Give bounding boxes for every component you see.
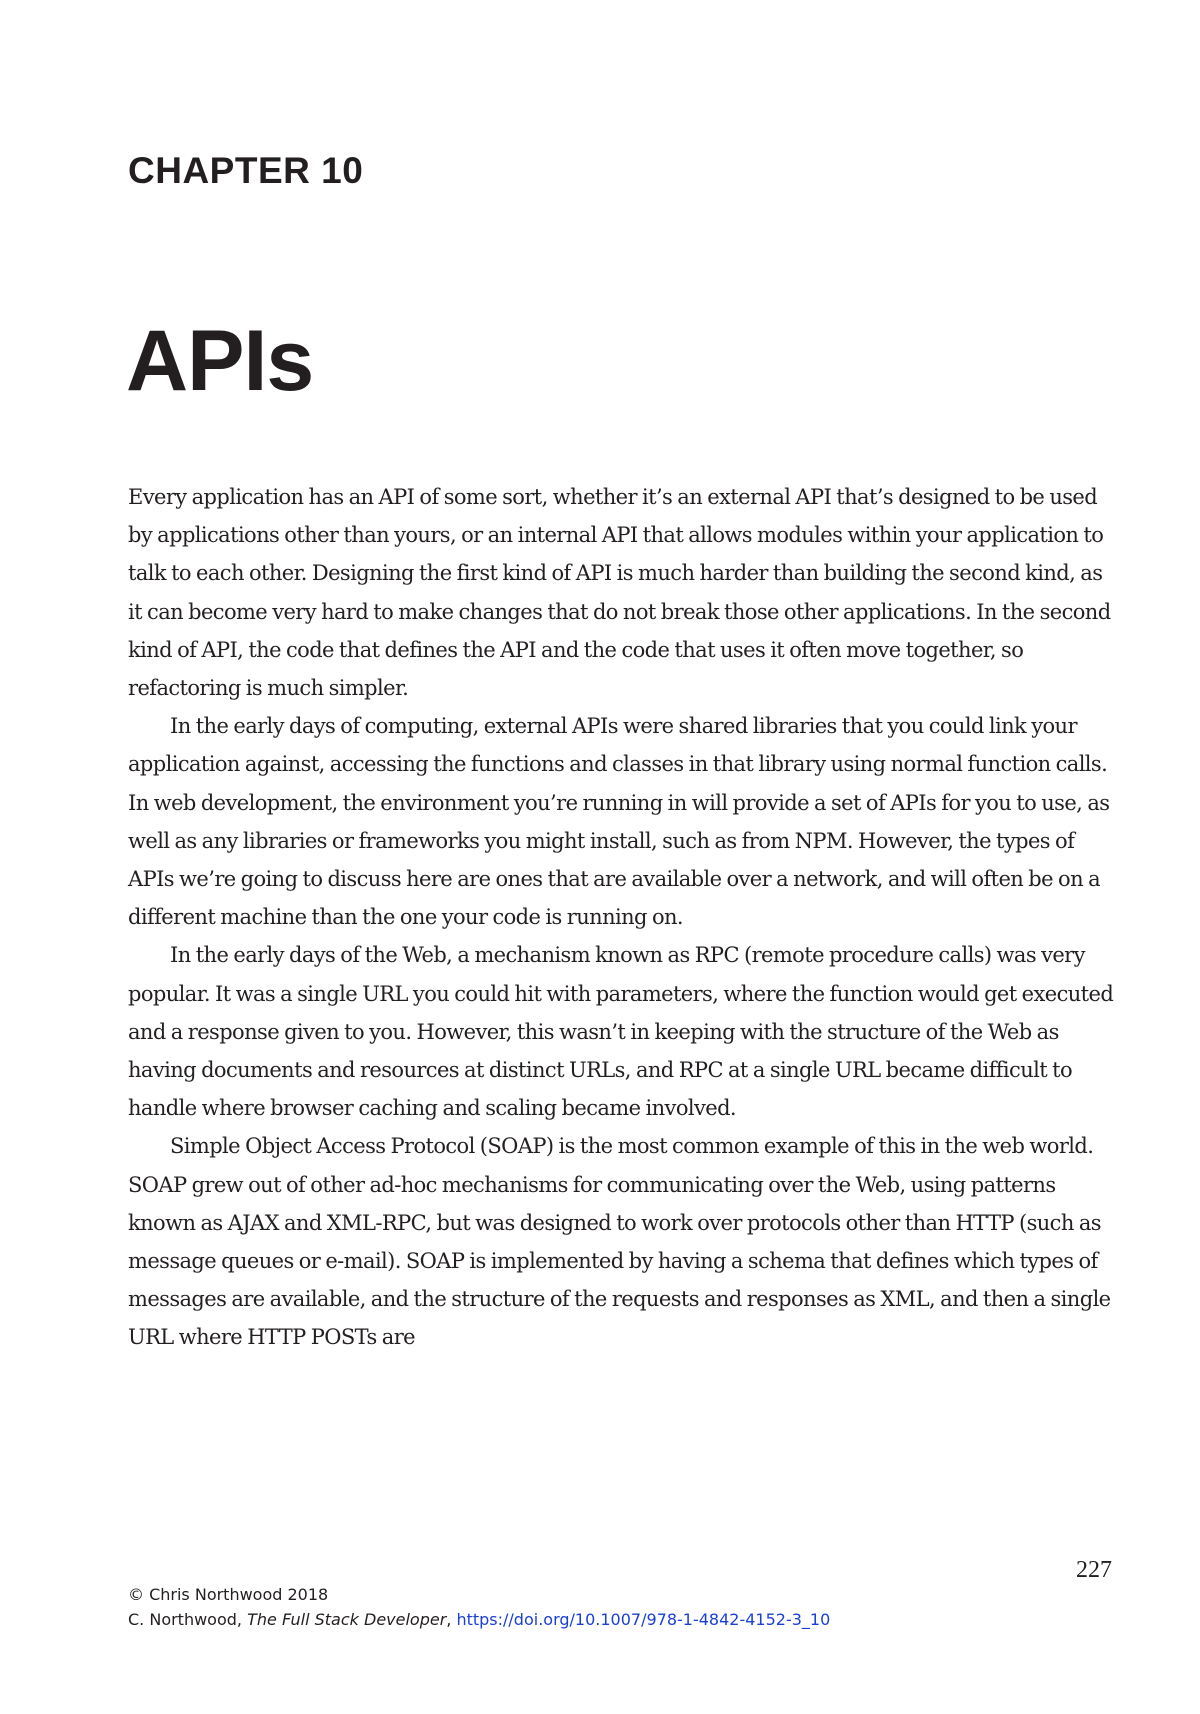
citation-author: C. Northwood, [128, 1610, 248, 1629]
copyright-line: © Chris Northwood 2018 [128, 1585, 329, 1604]
doi-link[interactable]: https://doi.org/10.1007/978-1-4842-4152-3_10 [456, 1610, 831, 1629]
page-number: 227 [1076, 1557, 1112, 1583]
chapter-title: APIs [126, 313, 314, 409]
citation-book-title: The Full Stack Developer [247, 1610, 447, 1629]
paragraph: In the early days of computing, external APIs were shared libraries that you could link your application against, accessing the functions and classes in that library using normal function calls. In web development, the environment you’re running in will provide a set of APIs for you to use, as well as any libraries or frameworks you might install, such as from NPM. However, the types of APIs we’re going to discuss here are ones that are available over a network, and will often be on a different machine than the one your code is running on. [128, 714, 1110, 930]
footer [128, 1582, 830, 1632]
paragraph: Every application has an API of some sort, whether it’s an external API that’s designed to be used by applications other than yours, or an internal API that allows modules within your application to talk to each other. Designing the first kind of API is much harder than building the second kind, as it can become very hard to make changes that do not break those other applications. In the second kind of API, the code that defines the API and the code that uses it often move together, so refactoring is much simpler. [128, 485, 1111, 701]
paragraph: In the early days of the Web, a mechanism known as RPC (remote procedure calls) was very popular. It was a single URL you could hit with parameters, where the function would get executed and a response given to you. However, this wasn’t in keeping with the structure of the Web as having documents and resources at distinct URLs, and RPC at a single URL became difficult to handle where browser caching and scaling became involved. [128, 943, 1114, 1121]
citation-line [128, 1607, 830, 1632]
chapter-label: CHAPTER 10 [128, 150, 364, 191]
citation-separator: , [446, 1610, 457, 1629]
body-text [128, 478, 1120, 1357]
paragraph: Simple Object Access Protocol (SOAP) is the most common example of this in the web world. SOAP grew out of other ad-hoc mechanisms for communicating over the Web, using patterns known as AJAX and XML-RPC, but was designed to work over protocols other than HTTP (such as message queues or e-mail). SOAP is implemented by having a schema that defines which types of messages are available, and the structure of the requests and responses as XML, and then a single URL where HTTP POSTs are [128, 1134, 1111, 1350]
